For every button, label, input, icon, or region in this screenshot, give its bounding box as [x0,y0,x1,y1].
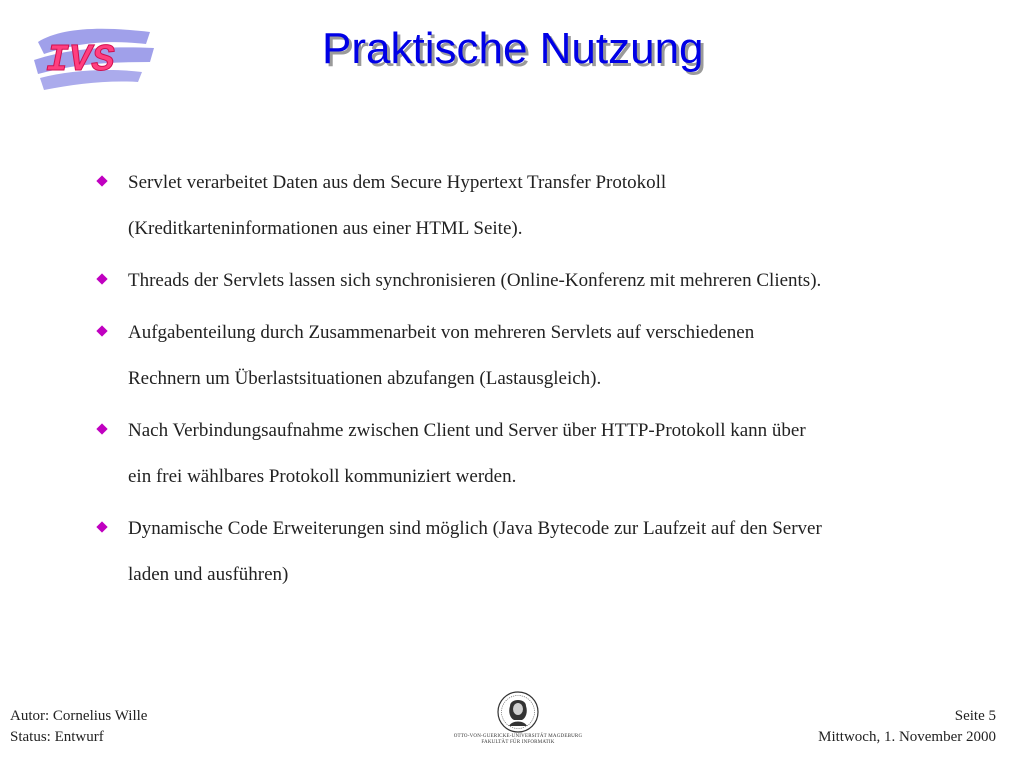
diamond-bullet-icon [96,273,107,284]
bullet-text-line: Aufgabenteilung durch Zusammenarbeit von mehreren Servlets auf verschiedenen [128,322,755,343]
diamond-bullet-icon [96,325,107,336]
bullet-item [96,506,976,598]
university-seal [452,690,584,750]
bullet-text-line: Servlet verarbeitet Daten aus dem Secure Hypertext Transfer Protokoll [128,172,667,193]
footer-left [10,706,147,748]
date-text: Mittwoch, 1. November 2000 [818,729,996,745]
slide-title: Praktische Nutzung [322,24,704,73]
ivs-logo [30,22,158,94]
diamond-bullet-icon [96,521,107,532]
bullet-text-line: ein frei wählbares Protokoll kommuniziert werden. [128,466,517,487]
bullet-item [96,160,976,252]
diamond-bullet-icon [96,423,107,434]
bullet-text-line: Nach Verbindungsaufnahme zwischen Client und Server über HTTP-Protokoll kann über [128,420,806,441]
author-text: Autor: Cornelius Wille [10,708,148,724]
diamond-bullet-icon [96,175,107,186]
ivs-logo-graphic [30,22,158,94]
faculty-name: FAKULTÄT FÜR INFORMATIK [481,740,555,745]
svg-text:IVS: IVS [46,39,115,82]
bullet-item [96,408,976,500]
bullet-text-line: laden und ausführen) [128,564,289,585]
bullet-text-line: Rechnern um Überlastsituationen abzufangen (Lastausgleich). [128,368,602,389]
page-number: Seite 5 [954,708,996,724]
bullet-item [96,310,976,402]
bullet-list [96,160,976,604]
bullet-text-line: Dynamische Code Erweiterungen sind möglich (Java Bytecode zur Laufzeit auf den Server [128,518,822,539]
university-name: OTTO-VON-GUERICKE-UNIVERSITÄT MAGDEBURG [453,734,583,739]
bullet-text-line: (Kreditkarteninformationen aus einer HTML Seite). [128,218,523,239]
footer-right [818,706,996,748]
status-text: Status: Entwurf [10,729,104,745]
bullet-item [96,258,976,304]
guericke-portrait-icon [496,690,540,734]
bullet-text-line: Threads der Servlets lassen sich synchronisieren (Online-Konferenz mit mehreren Clients). [128,270,822,291]
